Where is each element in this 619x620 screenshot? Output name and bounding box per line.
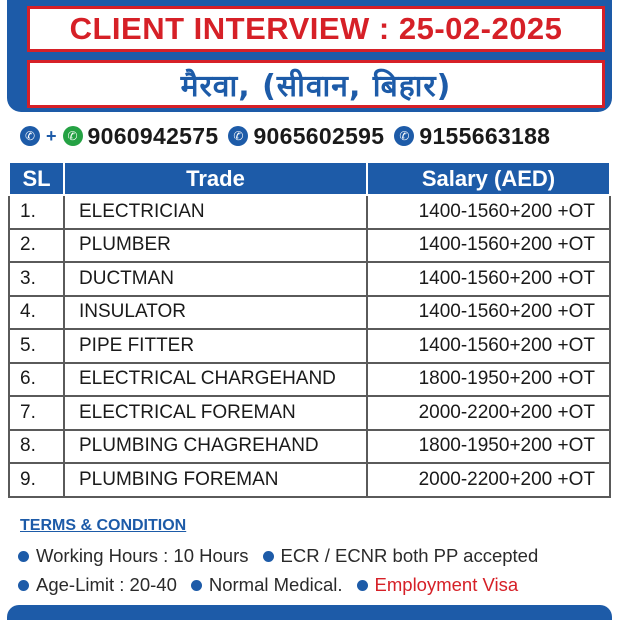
table-row xyxy=(9,430,610,464)
row-salary: 1400-1560+200 +OT xyxy=(367,296,610,330)
column-header-sl: SL xyxy=(9,162,64,195)
phone-icon: ✆ xyxy=(228,126,248,146)
bullet-icon xyxy=(263,551,274,562)
whatsapp-icon: ✆ xyxy=(63,126,83,146)
row-trade: ELECTRICIAN xyxy=(64,195,367,229)
row-sl: 8. xyxy=(9,430,64,464)
row-sl: 5. xyxy=(9,329,64,363)
terms-line-1 xyxy=(18,545,538,567)
term-working-hours: Working Hours : 10 Hours xyxy=(36,545,249,566)
terms-line-2 xyxy=(18,574,518,596)
row-sl: 3. xyxy=(9,262,64,296)
phone-number-2[interactable]: 9065602595 xyxy=(253,122,385,149)
row-trade: PLUMBER xyxy=(64,229,367,263)
row-salary: 1400-1560+200 +OT xyxy=(367,229,610,263)
row-trade: PIPE FITTER xyxy=(64,329,367,363)
location-box xyxy=(27,60,605,108)
row-sl: 1. xyxy=(9,195,64,229)
row-sl: 9. xyxy=(9,463,64,497)
term-visa: Employment Visa xyxy=(374,574,519,595)
table-row xyxy=(9,363,610,397)
plus-sign: + xyxy=(46,125,57,146)
term-medical: Normal Medical. xyxy=(208,574,343,595)
row-salary: 1800-1950+200 +OT xyxy=(367,430,610,464)
terms-heading: TERMS & CONDITION xyxy=(20,517,187,534)
term-age-limit: Age-Limit : 20-40 xyxy=(36,574,177,595)
row-salary: 1400-1560+200 +OT xyxy=(367,195,610,229)
footer-band xyxy=(7,605,612,620)
phone-number-3[interactable]: 9155663188 xyxy=(419,122,551,149)
row-sl: 7. xyxy=(9,396,64,430)
row-salary: 1400-1560+200 +OT xyxy=(367,329,610,363)
bullet-icon xyxy=(18,580,29,591)
term-ecr-ecnr: ECR / ECNR both PP accepted xyxy=(280,545,539,566)
table-row xyxy=(9,229,610,263)
table-row xyxy=(9,463,610,497)
row-trade: DUCTMAN xyxy=(64,262,367,296)
row-sl: 6. xyxy=(9,363,64,397)
contact-group-1 xyxy=(20,123,218,150)
row-sl: 4. xyxy=(9,296,64,330)
location-text: मैरवा, (सीवान, बिहार) xyxy=(180,68,452,104)
interview-title-box xyxy=(27,6,605,52)
column-header-salary: Salary (AED) xyxy=(367,162,610,195)
row-trade: PLUMBING CHAGREHAND xyxy=(64,430,367,464)
table-row xyxy=(9,262,610,296)
table-row xyxy=(9,296,610,330)
bullet-icon xyxy=(18,551,29,562)
phone-number-1[interactable]: 9060942575 xyxy=(87,122,219,149)
table-header-row xyxy=(9,162,610,195)
header-band xyxy=(7,0,612,112)
phone-icon: ✆ xyxy=(394,126,414,146)
table-row xyxy=(9,396,610,430)
bullet-icon xyxy=(357,580,368,591)
row-trade: PLUMBING FOREMAN xyxy=(64,463,367,497)
row-salary: 1400-1560+200 +OT xyxy=(367,262,610,296)
row-salary: 2000-2200+200 +OT xyxy=(367,396,610,430)
row-trade: INSULATOR xyxy=(64,296,367,330)
contact-group-3 xyxy=(394,123,550,150)
table-row xyxy=(9,329,610,363)
phone-icon: ✆ xyxy=(20,126,40,146)
bullet-icon xyxy=(191,580,202,591)
row-salary: 2000-2200+200 +OT xyxy=(367,463,610,497)
row-trade: ELECTRICAL FOREMAN xyxy=(64,396,367,430)
row-salary: 1800-1950+200 +OT xyxy=(367,363,610,397)
job-table xyxy=(8,161,611,498)
column-header-trade: Trade xyxy=(64,162,367,195)
contact-numbers xyxy=(20,122,610,150)
interview-title: CLIENT INTERVIEW : 25-02-2025 xyxy=(69,11,563,46)
row-trade: ELECTRICAL CHARGEHAND xyxy=(64,363,367,397)
row-sl: 2. xyxy=(9,229,64,263)
table-row xyxy=(9,195,610,229)
contact-group-2 xyxy=(228,123,384,150)
